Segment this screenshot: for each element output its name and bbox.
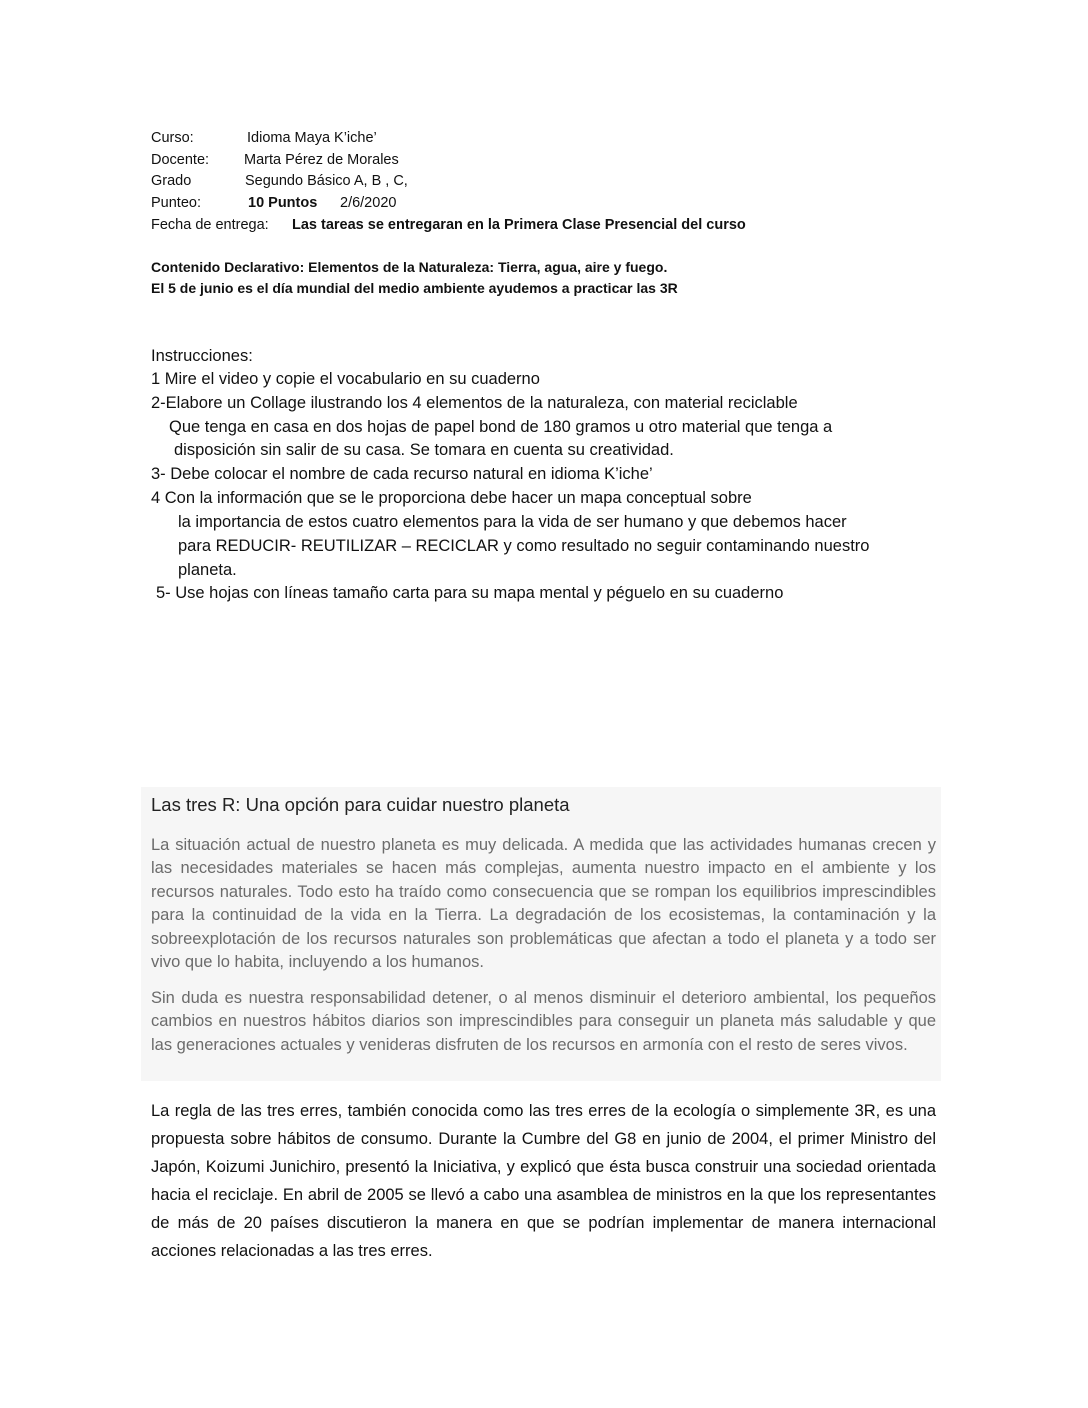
article-paragraph-1: La situación actual de nuestro planeta es muy delicada. A medida que las actividades humanas crecen y las necesidades materiales se hacen más complejas, aumenta nuestro impacto en el ambiente y los recursos naturales. Todo esto ha traído como consecuencia que se rompan los equilibrios imprescindibles para la continuidad de la vida en la Tierra. La degradación de los ecosistemas, la contaminación y la sobreexplotación de los recursos naturales son problemáticas que afectan a todo el planeta y a todo ser vivo que lo habita, incluyendo a los humanos. (151, 836, 936, 972)
grade-row (151, 171, 408, 191)
teacher-row (151, 150, 399, 170)
score-row (151, 193, 396, 213)
instruction-line: 5- Use hojas con líneas tamaño carta para su mapa mental y péguelo en su cuaderno (156, 584, 784, 602)
score-label: Punteo: (151, 195, 201, 211)
course-value: Idioma Maya K’iche’ (247, 130, 377, 146)
grade-value: Segundo Básico A, B , C, (245, 173, 408, 189)
teacher-label: Docente: (151, 152, 210, 168)
declarative-line-1: Contenido Declarativo: Elementos de la Naturaleza: Tierra, agua, aire y fuego. (151, 259, 668, 275)
score-points: 10 Puntos (248, 195, 318, 211)
declarative-line-2: El 5 de junio es el día mundial del medio ambiente ayudemos a practicar las 3R (151, 280, 678, 296)
article-paragraph-2: Sin duda es nuestra responsabilidad detener, o al menos disminuir el deterioro ambiental, los pequeños cambios en nuestros hábitos diarios son imprescindibles para conseguir un planeta más saludable y que las generaciones actuales y venideras disfruten de los recursos en armonía con el resto de seres vivos. (151, 989, 936, 1054)
instruction-line: disposición sin salir de su casa. Se tomara en cuenta su creatividad. (174, 441, 674, 459)
due-value: Las tareas se entregaran en la Primera Clase Presencial del curso (292, 217, 746, 233)
instruction-line: 4 Con la información que se le proporciona debe hacer un mapa conceptual sobre (151, 489, 752, 507)
instruction-line: para REDUCIR- REUTILIZAR – RECICLAR y como resultado no seguir contaminando nuestro (178, 537, 870, 555)
instruction-line: 2-Elabore un Collage ilustrando los 4 elementos de la naturaleza, con material reciclable (151, 394, 798, 412)
instruction-line: la importancia de estos cuatro elementos para la vida de ser humano y que debemos hacer (178, 513, 847, 531)
instruction-line: 1 Mire el video y copie el vocabulario en su cuaderno (151, 370, 540, 388)
teacher-value: Marta Pérez de Morales (244, 152, 399, 168)
due-row (151, 215, 746, 235)
score-date: 2/6/2020 (340, 195, 397, 211)
instructions-heading: Instrucciones: (151, 347, 253, 365)
course-row (151, 128, 377, 148)
grade-label: Grado (151, 173, 192, 189)
article-paragraph-3: La regla de las tres erres, también conocida como las tres erres de la ecología o simplemente 3R, es una propuesta sobre hábitos de consumo. Durante la Cumbre del G8 en junio de 2004, el primer Ministro del Japón, Koizumi Junichiro, presentó la Iniciativa, y explicó que ésta busca construir una sociedad orientada hacia el reciclaje. En abril de 2005 se llevó a cabo una asamblea de ministros en la que los representantes de más de 20 países discutieron la manera en que se podrían implementar de manera internacional acciones relacionadas a las tres erres. (151, 1102, 936, 1260)
instruction-line: 3- Debe colocar el nombre de cada recurso natural en idioma K’iche’ (151, 465, 653, 483)
article-title: Las tres R: Una opción para cuidar nuestro planeta (151, 794, 570, 815)
due-label: Fecha de entrega: (151, 217, 269, 233)
instruction-line: planeta. (178, 561, 237, 579)
instruction-line: Que tenga en casa en dos hojas de papel bond de 180 gramos u otro material que tenga a (169, 418, 833, 436)
course-label: Curso: (151, 130, 194, 146)
